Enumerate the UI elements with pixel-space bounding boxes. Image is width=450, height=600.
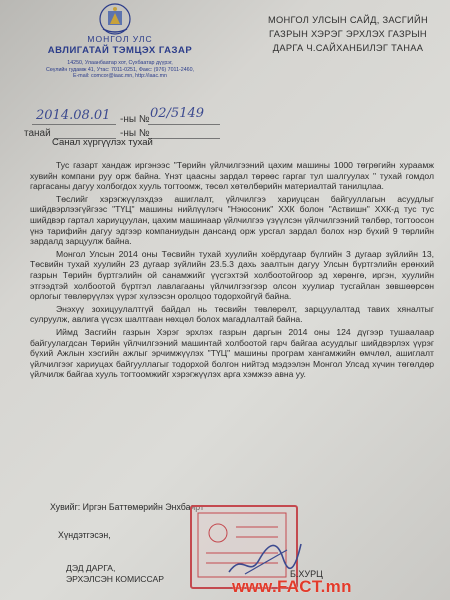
body-paragraph: Энэхүү зохицуулалтгүй байдал нь төсвийн төвлөрөлт, зарцуулалтад тавих хяналтыг сулруулж, авлига үүсэх шалтгаан нөхцөл болох магадлалтай байна. xyxy=(30,303,434,325)
number-label: -ны № xyxy=(120,114,150,125)
letter-body xyxy=(30,160,434,382)
letterhead xyxy=(40,34,200,80)
to-label: танай xyxy=(24,128,51,139)
recipient-line: ГАЗРЫН ХЭРЭГ ЭРХЛЭХ ГАЗРЫН xyxy=(269,29,427,39)
body-paragraph: Иймд Засгийн газрын Хэрэг эрхлэх газрын даргын 2014 оны 124 дүгээр тушаалаар байгуулагдсан Төрийн үйлчилгээний машинтай холбоотой гарч байгаа асуудлыг шийдвэрлэх үүрэг бүхий Ажлын хэсгийн ажлыг эрчимжүүлэх "ТҮЦ" машины програм хангамжийн өмчлөл, ашиглалт үйлчилгээг хариуцах байгууллагыг тодорхой болгон нийтэд мэдээлэн Монгол Улсад хүчин төгөлдөр үйлчилж байгаа хууль тогтоомжийг хэрэгжүүлэх арга хэмжээ авна уу. xyxy=(30,326,434,380)
signer-title-line: ЭРХЭЛСЭН КОМИССАР xyxy=(66,574,164,584)
signer-name: Б.ХУРЦ xyxy=(290,569,323,579)
address-line: E-mail: comcor@iaac.mn, http://iaac.mn xyxy=(73,73,167,80)
handwritten-number: 02/5149 xyxy=(150,106,205,121)
body-paragraph: Тус газарт хандаж иргэнээс "Төрийн үйлчилгээний цахим машины 1000 төгрөгийн хураамж хувийн компани руу орж байна. Үнэт цаасны зардал төрөөс гаргаг тул шалгуулах " тухай гомдол гаргасаны дагуу холбогдох хууль тогтоомж, төсөл хөтөлбөрийн материалтай танилцлаа. xyxy=(30,160,434,192)
site-watermark: www.FACT.mn xyxy=(232,577,352,596)
body-paragraph: Монгол Улсын 2014 оны Төсвийн тухай хуулийн хоёрдугаар бүлгийн 3 дугаар зүйлийн 13, Төсвийн тухай хуулийн 23 дугаар зүйлийн 23.5.3 дахь заалтын дагуу Улсын бүртгэлийн ерөнхий газрын Төрийн бүртгэлийн ой санамжийг үүсгэхтэй холбоотойгоор эд хөрөнгө, иргэн, хуулийн этгээдтэй холбоотой бүртгэл лавлагааны үйлчилгээгээр олсон хуулиар тусгайлан зөвшөөрсөн орлогыг төвлөрүүлэх үүрэг хүлээсэн оролцоо тодорхойгүй байна. xyxy=(30,248,434,302)
to-number-label: -ны № xyxy=(120,128,150,139)
signer-title xyxy=(66,563,164,585)
letter-subject: Санал хүргүүлэх тухай xyxy=(52,137,153,148)
address-line: 14250, Улаанбаатар хот, Сүхбаатар дүүрэг, xyxy=(67,60,173,66)
letterhead-agency: АВЛИГАТАЙ ТЭМЦЭХ ГАЗАР xyxy=(47,45,193,56)
address-line: Сөүлийн гудамж 41, Утас: 7011-0251, Факс: (976) 7011-2460, xyxy=(45,66,195,73)
body-paragraph: Төслийг хэрэгжүүлэхдээ ашиглалт, үйлчилгээ хариуцсан байгууллагын асуудлыг шийдвэрлээгүйгээс "ТҮЦ" машины нийлүүлэгч "Нэюсоник" ХХК болон "Аствишн" ХХК-д тус тус шийдвэр гартал хариуцуулан, цахим машинаар үйлчилгээ үзүүлсэн үйлчилгээний төлбөр, тогтоосон үнэ тарифийн дагуу эдгээр компаниудын дансанд орж урсгал зардал болох нэр бүхий 9 төрлийн зардалд зарцуулж байна. xyxy=(30,193,434,247)
recipient-line: ДАРГА Ч.САЙХАНБИЛЭГ ТАНАА xyxy=(272,43,424,53)
state-emblem-icon xyxy=(97,3,133,35)
reference-block xyxy=(24,106,252,139)
closing-line: Хүндэтгэсэн, xyxy=(58,530,111,540)
recipient-block xyxy=(258,13,438,55)
signer-title-line: ДЭД ДАРГА, xyxy=(66,563,116,573)
cc-line: Хувийг: Иргэн Баттөмөрийн Энхбаярт xyxy=(50,502,204,512)
recipient-line: МОНГОЛ УЛСЫН САЙД, ЗАСГИЙН xyxy=(267,15,429,25)
handwritten-date: 2014.08.01 xyxy=(36,108,111,123)
letterhead-country: МОНГОЛ УЛС xyxy=(87,34,153,44)
